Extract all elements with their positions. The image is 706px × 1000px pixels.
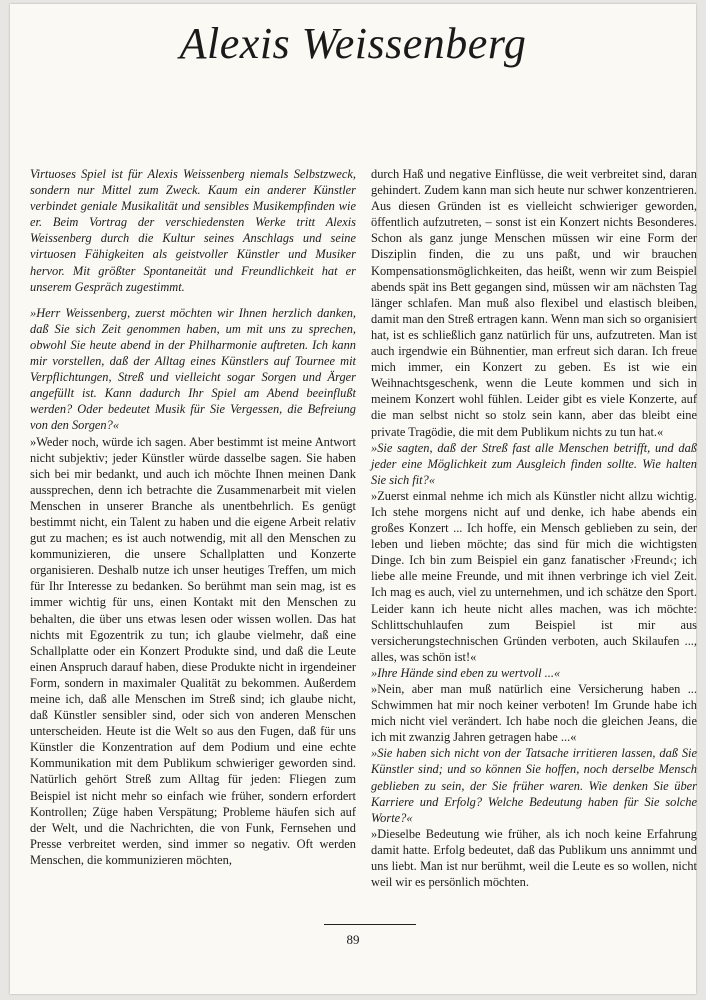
interview-answer: »Nein, aber man muß natürlich eine Versicherung haben ... Schwimmen hat mir noch keiner verboten! Im Grunde habe ich mich nicht viel verändert. Ich habe noch die gleichen Jeans, die ich mit zwanzig Jahren getragen habe ...« bbox=[371, 682, 697, 745]
text-column-right bbox=[371, 166, 697, 890]
page-number: 89 bbox=[346, 932, 360, 947]
interview-answer: »Dieselbe Bedeutung wie früher, als ich noch keine Erfahrung damit hatte. Erfolg bedeutet, daß das Publikum uns annimmt und uns liebt. Man ist nur berühmt, weil die Leute es so wollen, nicht weil wir es persönlich möchten. bbox=[371, 826, 697, 890]
interview-question: »Ihre Hände sind eben zu wertvoll ...« bbox=[371, 665, 561, 680]
interview-answer: »Weder noch, würde ich sagen. Aber bestimmt ist meine Antwort nicht subjektiv; jeder Künstler würde dasselbe sagen. Sie haben sich bei mir bedankt, und auch ich möchte Ihnen meinen Dank aussprechen, denn ich betrachte die Zusammenarbeit mit vielen Menschen in unserer Branche als unentbehrlich. Es genügt bestimmt nicht, ein Talent zu haben und die eigene Arbeit relativ gut zu machen; es ist auch notwendig, mit all den Menschen zu kommunizieren, die unsere Schallplatten und Konzerte organisieren. Deshalb nutze ich unser heutiges Treffen, um mich für Ihr Interesse zu bedanken. So berühmt man sein mag, ist es immer wichtig für uns, einen Kontakt mit den Menschen zu behalten, die über uns etwas lesen oder wissen wollen. Das hat nichts mit Egozentrik zu tun; ich glaube vielmehr, daß eine Schallplatte oder ein Konzert Produkte sind, und daß die Leute einen Anspruch darauf haben, diese Produkte nicht in irgendeiner Form, sondern in maximaler Qualität zu bekommen. Außerdem meine ich, daß alle Menschen im Streß sind; ich glaube nicht, daß Künstler sensibler sind, oder sich von anderen Menschen unterscheiden. Heute ist die Welt so aus den Fugen, daß für uns Künstler die Konzentration auf dem Podium und eine echte Kommunikation mit dem Publikum schwieriger geworden sind. Natürlich gehört Streß zum Alltag für jeden: Fliegen zum Beispiel ist nicht mehr so einfach wie früher, sondern erfordert Kontrollen; Züge haben Verspätung; Probleme häufen sich auf der Welt, und die Nachrichten, die von Funk, Fernsehen und Presse verbreitet werden, sind immer so negativ. Oft werden Menschen, die kommunizieren möchten, bbox=[30, 434, 356, 867]
magazine-page bbox=[10, 4, 696, 994]
text-column-left bbox=[30, 166, 356, 868]
interview-answer-continued: durch Haß und negative Einflüsse, die weit verbreitet sind, daran gehindert. Zudem kann man sich heute nur schwer konzentrieren. Aus diesen Gründen ist es vielleicht schwieriger geworden, öffentlich aufzutreten, – sonst ist ein Konzert nichts Besonderes. Schon als ganz junge Menschen müssen wir eine Form der Disziplin finden, die zu uns paßt, und wir brauchen Kompensationsmöglichkeiten, das heißt, wenn wir zum Beispiel abends spät ins Bett gegangen sind, müssen wir am nächsten Tag länger schlafen. Man muß also flexibel und elastisch bleiben, damit man den Streß ertragen kann. Wenn man sich so organisiert hat, ist es schließlich ganz natürlich für uns, aufzutreten. Man ist auch irgendwie ein Bühnentier, man erfreut sich daran. Ich freue mich immer, ein Konzert zu geben. Es ist wie ein Weihnachtsgeschenk, wenn die Leute kommen und sich in meinem Konzert wohl fühlen. Leider gibt es viele Konzerte, auf die man selbst nicht so stolz sein kann, aber das bleibt eine private Tragödie, die mit dem Publikum nichts zu tun hat.« bbox=[371, 167, 697, 439]
page-title: Alexis Weissenberg bbox=[179, 19, 527, 68]
interview-question: »Herr Weissenberg, zuerst möchten wir Ihnen herzlich danken, daß Sie sich Zeit genommen haben, um mit uns zu sprechen, obwohl Sie heute abend in der Philharmonie auftreten. Ich kann mir vorstellen, daß der Alltag eines Künstlers auf Tournee mit Verpflichtungen, Streß und vielleicht sogar Sorgen und Ärger angefüllt ist. Kann dadurch Ihr Spiel am Abend beeinflußt werden? Oder bedeutet Musik für Sie Vergessen, die Befreiung von den Sorgen?« bbox=[30, 305, 356, 433]
interview-question: »Sie haben sich nicht von der Tatsache irritieren lassen, daß Sie Künstler sind; und so können Sie hoffen, noch derselbe Mensch geblieben zu sein, der Sie früher waren. Wie denken Sie über Karriere und Erfolg? Welche Bedeutung haben für Sie solche Worte?« bbox=[371, 746, 697, 825]
interview-question: »Sie sagten, daß der Streß fast alle Menschen betrifft, und daß jeder eine Möglichkeit zum Ausgleich finden sollte. Wie halten Sie sich fit?« bbox=[371, 440, 697, 487]
intro-paragraph: Virtuoses Spiel ist für Alexis Weissenberg niemals Selbstzweck, sondern nur Mittel zum Zweck. Kaum ein anderer Künstler verbindet geniale Musikalität und sensibles Musikempfinden wie er. Beim Vortrag der verschiedensten Werke tritt Alexis Weissenberg durch die Kultur seines Anschlags und seine virtuosen Fähigkeiten als geistvoller Künstler und Musiker hervor. Mit größter Spontaneität und Freundlichkeit hat er unserem Gespräch zugestimmt. bbox=[30, 167, 356, 294]
footer-rule bbox=[324, 924, 416, 925]
interview-answer: »Zuerst einmal nehme ich mich als Künstler nicht allzu wichtig. Ich stehe morgens nicht auf und denke, ich habe abends ein großes Konzert ... Ich hoffe, ein Mensch geblieben zu sein, der leben und lieben möchte; das sind für mich die wichtigsten Dinge. Ich bin zum Beispiel ein ganz fanatischer ›Freund‹; ich liebe alle meine Freunde, und mit ihnen verbringe ich viel Zeit. Ich mag es auch, viel zu unternehmen, und ich schätze den Sport. Leider kann ich heute nicht alles machen, was ich möchte: Schlittschuhlaufen zum Beispiel ist mir aus versicherungstechnischen Gründen verboten, auch Skilaufen ..., alles, was schön ist!« bbox=[371, 488, 697, 664]
